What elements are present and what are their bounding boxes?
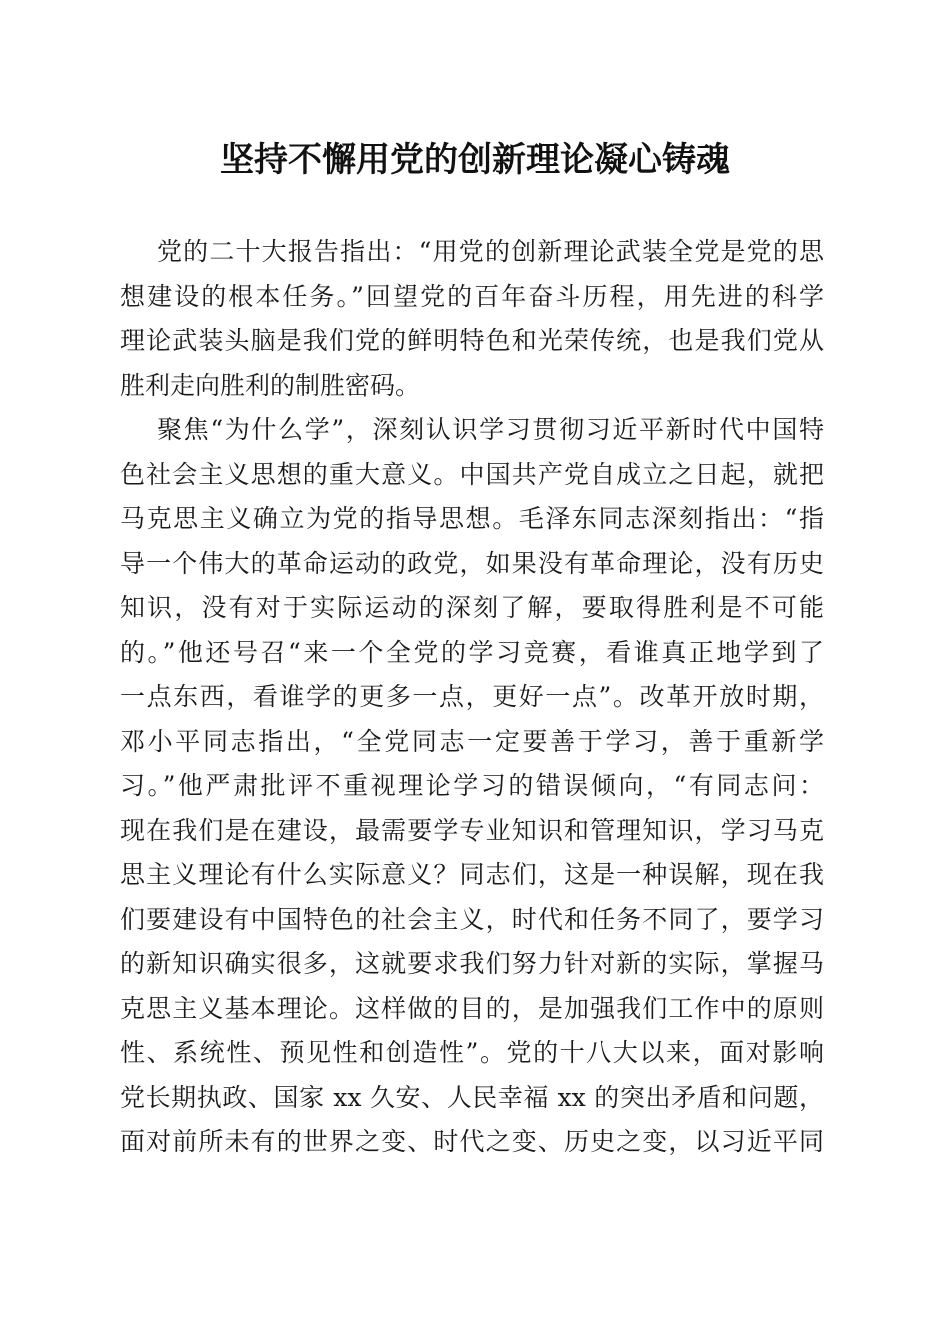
text-line: 党的二十大报告指出：“用党的创新理论武装全党是党的思 [157, 237, 824, 266]
text-line: 导一个伟大的革命运动的政党，如果没有革命理论，没有历史 [120, 548, 824, 578]
text-line: 克思主义基本理论。这样做的目的，是加强我们工作中的原则 [120, 993, 824, 1023]
text-line: 习。”他严肃批评不重视理论学习的错误倾向，“有同志问： [120, 771, 824, 800]
text-line: 的新知识确实很多，这就要求我们努力针对新的实际，掌握马 [120, 949, 824, 978]
text-line: 一点东西，看谁学的更多一点，更好一点”。改革开放时期， [120, 682, 824, 711]
document-title: 坚持不懈用党的创新理论凝心铸魂 [220, 140, 730, 180]
text-line: 的。”他还号召“来一个全党的学习竞赛，看谁真正地学到了 [120, 637, 824, 667]
text-line: 想建设的根本任务。”回望党的百年奋斗历程，用先进的科学 [120, 281, 824, 311]
text-line: 面对前所未有的世界之变、时代之变、历史之变，以习近平同 [120, 1127, 824, 1156]
document-body [120, 230, 824, 1165]
text-line: 性、系统性、预见性和创造性”。党的十八大以来，面对影响 [120, 1038, 824, 1067]
text-line: 思主义理论有什么实际意义？同志们，这是一种误解，现在我 [120, 860, 824, 889]
text-line: 邓小平同志指出，“全党同志一定要善于学习，善于重新学 [120, 726, 824, 756]
text-line: 现在我们是在建设，最需要学专业知识和管理知识，学习马克 [120, 815, 824, 845]
text-line: 胜利走向胜利的制胜密码。 [120, 370, 421, 400]
paragraph-2 [120, 408, 824, 1165]
paragraph-1 [120, 230, 824, 408]
text-line: 党长期执政、国家 xx 久安、人民幸福 xx 的突出矛盾和问题， [120, 1082, 824, 1112]
text-line: 聚焦“为什么学”，深刻认识学习贯彻习近平新时代中国特 [157, 415, 824, 444]
text-line: 色社会主义思想的重大意义。中国共产党自成立之日起，就把 [120, 459, 824, 489]
text-line: 理论武装头脑是我们党的鲜明特色和光荣传统，也是我们党从 [120, 326, 824, 355]
text-line: 们要建设有中国特色的社会主义，时代和任务不同了，要学习 [120, 904, 824, 934]
text-line: 马克思主义确立为党的指导思想。毛泽东同志深刻指出：“指 [120, 504, 824, 533]
text-line: 知识，没有对于实际运动的深刻了解，要取得胜利是不可能 [120, 593, 824, 622]
